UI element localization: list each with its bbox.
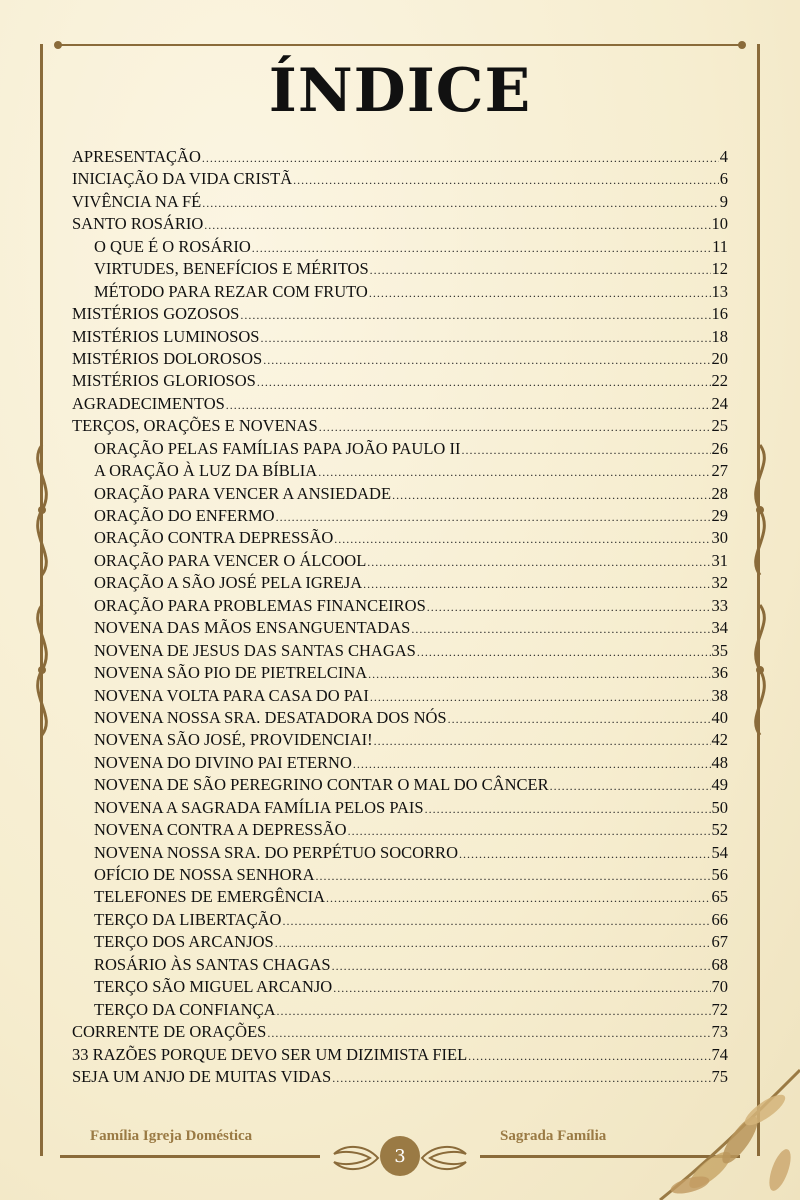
toc-entry-page: 73 [711, 1022, 728, 1042]
toc-entry [72, 954, 728, 976]
toc-leader-dots [267, 1022, 710, 1044]
scroll-flourish-icon [22, 600, 62, 740]
page-number: 3 [380, 1136, 420, 1176]
toc-entry [72, 326, 728, 348]
toc-entry-page: 18 [711, 326, 728, 346]
toc-entry-title: SANTO ROSÁRIO [72, 214, 204, 234]
toc-leader-dots [332, 955, 711, 977]
toc-entry-page: 67 [711, 932, 728, 952]
toc-entry [72, 819, 728, 841]
toc-leader-dots [260, 327, 710, 349]
toc-leader-dots [316, 865, 711, 887]
toc-entry-title: TERÇO SÃO MIGUEL ARCANJO [94, 977, 333, 997]
toc-entry [72, 527, 728, 549]
toc-entry-title: TERÇOS, ORAÇÕES E NOVENAS [72, 416, 318, 436]
toc-entry-title: SEJA UM ANJO DE MUITAS VIDAS [72, 1066, 332, 1086]
toc-entry-title: ORAÇÃO PARA PROBLEMAS FINANCEIROS [94, 595, 426, 615]
toc-entry-title: MISTÉRIOS DOLOROSOS [72, 348, 263, 368]
toc-leader-dots [411, 618, 710, 640]
toc-leader-dots [293, 169, 719, 191]
toc-entry-title: MISTÉRIOS GOZOSOS [72, 304, 240, 324]
toc-leader-dots [374, 730, 711, 752]
toc-entry-title: NOVENA A SAGRADA FAMÍLIA PELOS PAIS [94, 797, 424, 817]
toc-leader-dots [282, 910, 710, 932]
toc-entry-page: 9 [719, 191, 728, 211]
toc-entry-title: VIRTUDES, BENEFÍCIOS E MÉRITOS [94, 259, 369, 279]
toc-entry [72, 1044, 728, 1066]
toc-entry-page: 72 [711, 999, 728, 1019]
toc-entry [72, 886, 728, 908]
toc-entry-title: A ORAÇÃO À LUZ DA BÍBLIA [94, 461, 318, 481]
toc-entry-page: 42 [711, 730, 728, 750]
toc-entry [72, 550, 728, 572]
toc-entry [72, 258, 728, 280]
toc-entry-title: OFÍCIO DE NOSSA SENHORA [94, 865, 315, 884]
toc-leader-dots [550, 775, 711, 797]
toc-leader-dots [257, 371, 711, 393]
toc-entry [72, 146, 728, 168]
toc-entry-title: INICIAÇÃO DA VIDA CRISTÃ [72, 169, 293, 189]
toc-entry-page: 28 [711, 483, 728, 503]
toc-leader-dots [417, 641, 711, 663]
toc-entry-title: O QUE É O ROSÁRIO [94, 236, 251, 256]
toc-leader-dots [461, 439, 710, 461]
toc-entry-page: 11 [712, 236, 728, 256]
toc-entry [72, 729, 728, 751]
ornament-wing-right [420, 1140, 470, 1176]
toc-entry-title: 33 RAZÕES PORQUE DEVO SER UM DIZIMISTA FIEL [72, 1044, 468, 1064]
toc-entry [72, 393, 728, 415]
toc-entry-title: NOVENA CONTRA A DEPRESSÃO [94, 820, 347, 840]
toc-entry [72, 976, 728, 998]
toc-entry-title: MISTÉRIOS GLORIOSOS [72, 371, 256, 391]
toc-entry [72, 595, 728, 617]
toc-entry-page: 66 [711, 909, 728, 929]
toc-leader-dots [240, 304, 710, 326]
toc-leader-dots [427, 596, 711, 618]
toc-entry-page: 65 [711, 887, 728, 907]
toc-entry-page: 4 [719, 147, 728, 166]
toc-entry-page: 33 [711, 595, 728, 615]
toc-leader-dots [226, 394, 711, 416]
toc-entry [72, 797, 728, 819]
toc-entry [72, 168, 728, 190]
toc-entry-title: ORAÇÃO DO ENFERMO [94, 506, 275, 525]
toc-entry-page: 32 [711, 573, 728, 593]
toc-entry-title: NOVENA DE SÃO PEREGRINO CONTAR O MAL DO CÂNCER [94, 775, 549, 795]
toc-leader-dots [319, 416, 711, 438]
page-title: ÍNDICE [268, 56, 532, 126]
toc-entry [72, 213, 728, 235]
toc-entry [72, 438, 728, 460]
toc-leader-dots [369, 282, 711, 304]
toc-entry-title: ORAÇÃO PARA VENCER A ANSIEDADE [94, 483, 392, 503]
toc-entry [72, 617, 728, 639]
toc-entry-title: ORAÇÃO CONTRA DEPRESSÃO [94, 528, 334, 548]
toc-entry [72, 303, 728, 325]
toc-entry-page: 31 [711, 550, 728, 570]
toc-entry [72, 842, 728, 864]
toc-entry-title: TERÇO DOS ARCANJOS [94, 932, 274, 952]
toc-entry [72, 774, 728, 796]
toc-entry-title: APRESENTAÇÃO [72, 147, 201, 166]
toc-entry-page: 25 [711, 416, 728, 436]
toc-entry [72, 662, 728, 684]
toc-entry-page: 70 [711, 977, 728, 997]
toc-entry [72, 909, 728, 931]
toc-leader-dots [334, 528, 710, 550]
toc-entry-page: 16 [711, 304, 728, 324]
toc-entry-title: NOVENA NOSSA SRA. DESATADORA DOS NÓS [94, 707, 447, 727]
toc-leader-dots [363, 573, 710, 595]
toc-entry-page: 22 [711, 371, 728, 391]
toc-entry-title: VIVÊNCIA NA FÉ [72, 191, 202, 211]
toc-leader-dots [448, 708, 711, 730]
toc-entry-title: AGRADECIMENTOS [72, 393, 225, 413]
toc-entry [72, 281, 728, 303]
toc-entry [72, 931, 728, 953]
toc-leader-dots [392, 484, 710, 506]
toc-entry-page: 75 [711, 1066, 728, 1086]
toc-entry-page: 12 [711, 259, 728, 279]
toc-entry-page: 13 [711, 281, 728, 301]
toc-leader-dots [277, 1000, 711, 1022]
toc-entry [72, 191, 728, 213]
toc-entry-page: 74 [711, 1044, 728, 1064]
toc-leader-dots [353, 753, 711, 775]
toc-entry-title: NOVENA VOLTA PARA CASA DO PAI [94, 685, 369, 705]
toc-entry [72, 348, 728, 370]
toc-leader-dots [318, 461, 710, 483]
toc-entry [72, 1021, 728, 1043]
scroll-flourish-icon [740, 600, 780, 740]
toc-entry [72, 415, 728, 437]
toc-entry-title: CORRENTE DE ORAÇÕES [72, 1022, 267, 1042]
toc-leader-dots [459, 843, 711, 865]
toc-leader-dots [204, 214, 710, 236]
toc-entry-page: 36 [711, 663, 728, 683]
toc-entry [72, 752, 728, 774]
toc-entry-page: 20 [711, 348, 728, 368]
toc-entry-page: 52 [711, 820, 728, 840]
toc-entry-page: 24 [711, 393, 728, 413]
ornament-wing-left [330, 1140, 380, 1176]
toc-entry-page: 56 [711, 865, 728, 884]
toc-leader-dots [370, 259, 711, 281]
toc-entry-title: NOVENA DO DIVINO PAI ETERNO [94, 752, 352, 772]
scroll-flourish-icon [740, 440, 780, 580]
toc-leader-dots [263, 349, 710, 371]
leaf-branch-icon [650, 1060, 800, 1200]
toc-entry-page: 48 [711, 752, 728, 772]
toc-leader-dots [333, 977, 710, 999]
scroll-flourish-icon [22, 440, 62, 580]
toc-entry [72, 370, 728, 392]
toc-entry [72, 460, 728, 482]
toc-entry-title: ORAÇÃO PARA VENCER O ÁLCOOL [94, 550, 367, 570]
toc-leader-dots [368, 663, 710, 685]
toc-leader-dots [370, 686, 711, 708]
toc-entry [72, 483, 728, 505]
toc-entry-page: 10 [711, 214, 728, 234]
toc-entry-page: 30 [711, 528, 728, 548]
toc-entry [72, 640, 728, 662]
toc-entry [72, 864, 728, 886]
toc-entry-page: 40 [711, 707, 728, 727]
toc-entry-page: 29 [711, 506, 728, 525]
toc-entry-title: TERÇO DA CONFIANÇA [94, 999, 276, 1019]
toc-entry-title: NOVENA NOSSA SRA. DO PERPÉTUO SOCORRO [94, 842, 458, 862]
toc-entry-page: 68 [711, 954, 728, 974]
toc-entry-page: 50 [711, 797, 728, 817]
toc-entry-title: NOVENA DAS MÃOS ENSANGUENTADAS [94, 618, 411, 638]
toc-entry-title: TELEFONES DE EMERGÊNCIA [94, 887, 325, 907]
toc-leader-dots [348, 820, 711, 842]
toc-entry-page: 49 [711, 775, 728, 795]
toc-leader-dots [275, 932, 711, 954]
toc-entry-title: ORAÇÃO A SÃO JOSÉ PELA IGREJA [94, 573, 363, 593]
frame-bottom-border-left [60, 1155, 320, 1158]
toc-leader-dots [202, 147, 719, 169]
frame-top-border [60, 44, 740, 46]
toc-leader-dots [326, 887, 711, 909]
toc-entry [72, 505, 728, 527]
toc-entry-title: MISTÉRIOS LUMINOSOS [72, 326, 260, 346]
toc-entry-title: ROSÁRIO ÀS SANTAS CHAGAS [94, 954, 331, 974]
toc-entry-page: 54 [711, 842, 728, 862]
toc-entry-page: 6 [719, 169, 728, 189]
toc-entry-title: NOVENA DE JESUS DAS SANTAS CHAGAS [94, 640, 416, 660]
toc-entry [72, 236, 728, 258]
toc-entry [72, 1066, 728, 1088]
toc-entry-page: 38 [711, 685, 728, 705]
toc-entry-title: MÉTODO PARA REZAR COM FRUTO [94, 281, 368, 301]
toc-entry-page: 27 [711, 461, 728, 481]
toc-entry [72, 572, 728, 594]
toc-leader-dots [202, 192, 718, 214]
toc-entry-page: 34 [711, 618, 728, 638]
toc-entry-page: 35 [711, 640, 728, 660]
toc-entry [72, 999, 728, 1021]
toc-leader-dots [367, 551, 710, 573]
toc-entry-page: 26 [711, 438, 728, 458]
toc-entry-title: ORAÇÃO PELAS FAMÍLIAS PAPA JOÃO PAULO II [94, 438, 461, 458]
toc-entry [72, 685, 728, 707]
toc-leader-dots [425, 798, 711, 820]
footer-left-text: Família Igreja Doméstica [90, 1128, 253, 1144]
footer-right-text: Sagrada Família [500, 1128, 607, 1144]
toc-leader-dots [276, 506, 711, 528]
toc-leader-dots [252, 237, 711, 259]
table-of-contents [72, 146, 728, 1088]
toc-entry-title: NOVENA SÃO PIO DE PIETRELCINA [94, 663, 368, 683]
toc-entry-title: TERÇO DA LIBERTAÇÃO [94, 909, 282, 929]
toc-entry [72, 707, 728, 729]
toc-entry-title: NOVENA SÃO JOSÉ, PROVIDENCIAI! [94, 730, 373, 750]
